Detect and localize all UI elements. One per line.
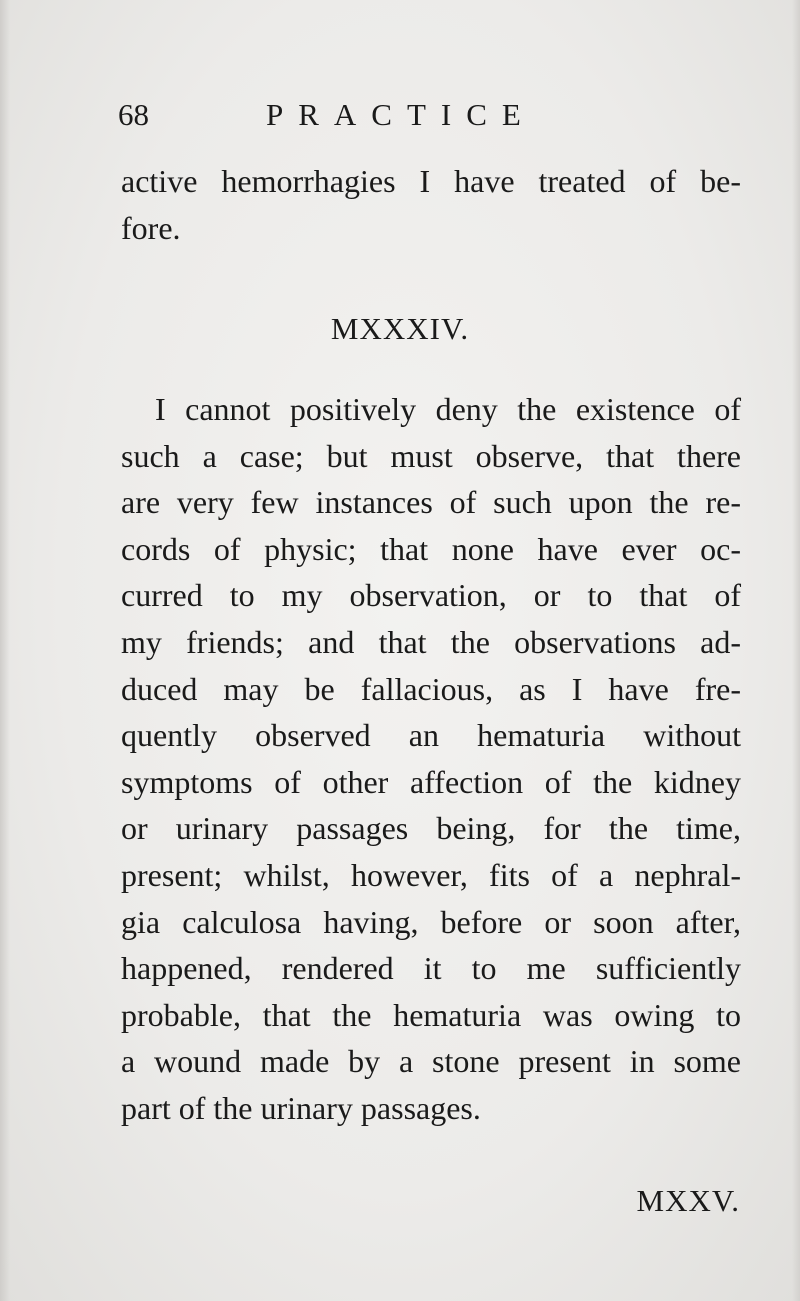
text-line: active hemorrhagies I have treated of be- [121,163,741,199]
text-line: I cannot positively deny the existence of [155,391,741,427]
text-line: happened, rendered it to me sufficiently [121,950,741,987]
page-header [118,92,638,138]
text-line: or urinary passages being, for the time, [121,810,741,847]
text-line: curred to my observation, or to that of [121,577,741,614]
running-head: PRACTICE [266,97,536,132]
page-edge-shadow-left [0,0,10,1301]
catchword: MXXV. [636,1183,740,1218]
text-line: duced may be fallacious, as I have fre- [121,670,741,707]
text-line: part of the urinary passages. [121,1089,481,1126]
text-line: gia calculosa having, before or soon after, [121,903,741,940]
section-heading: MXXXIV. [330,311,470,346]
page-number: 68 [118,97,149,132]
text-line: my friends; and that the observations ad- [121,623,741,660]
continued-paragraph [121,158,741,251]
text-line: present; whilst, however, fits of a nephral- [121,856,741,893]
text-line: cords of physic; that none have ever oc- [121,530,741,567]
text-line: such a case; but must observe, that there [121,437,741,474]
section-paragraph [121,386,741,1132]
text-line: are very few instances of such upon the re- [121,484,741,521]
page-edge-shadow-right [792,0,800,1301]
text-line: quently observed an hematuria without [121,717,741,754]
text-line: probable, that the hematuria was owing to [121,996,741,1033]
text-line: fore. [121,209,181,246]
text-line: a wound made by a stone present in some [121,1043,741,1080]
text-line: symptoms of other affection of the kidney [121,763,741,800]
